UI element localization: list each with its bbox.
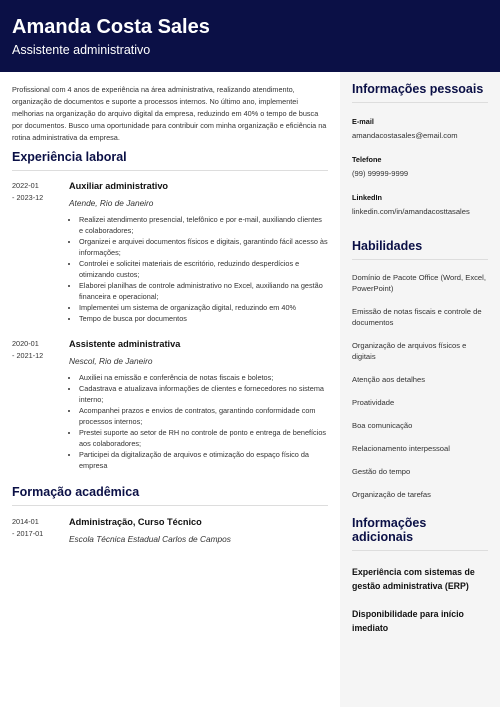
- additional-item: Experiência com sistemas de gestão administrativa (ERP): [352, 567, 475, 591]
- skill-item: Relacionamento interpessoal: [352, 444, 450, 453]
- skill-item: Atenção aos detalhes: [352, 375, 426, 384]
- date-end: - 2021-12: [12, 351, 44, 360]
- date-end: - 2017-01: [12, 529, 44, 538]
- education-date: [12, 516, 69, 545]
- list-item: • Tempo de busca por documentos: [79, 313, 328, 324]
- experience-date: [12, 180, 69, 324]
- experience-heading: Experiência laboral: [12, 150, 328, 171]
- list-item: • Controlei e solicitei materiais de escritório, reduzindo desperdícios e otimizando custos;: [79, 258, 328, 280]
- candidate-name: Amanda Costa Sales: [12, 16, 210, 38]
- education-school: Escola Técnica Estadual Carlos de Campos: [69, 534, 231, 544]
- list-item: • Prestei suporte ao setor de RH no controle de ponto e entrega de benefícios aos colaboradores;: [79, 427, 328, 449]
- skill-item: Organização de arquivos físicos e digitais: [352, 341, 467, 361]
- linkedin-label: LinkedIn: [352, 193, 382, 202]
- list-item: • Elaborei planilhas de controle administrativo no Excel, auxiliando na gestão financeira e operacional;: [79, 280, 328, 302]
- job-bullets: [69, 372, 328, 471]
- email-value: amandacostasales@email.com: [352, 131, 458, 140]
- skills-heading: Habilidades: [352, 239, 488, 260]
- resume-header: [0, 0, 500, 72]
- resume-body: [0, 72, 500, 707]
- list-item: • Auxiliei na emissão e conferência de notas fiscais e boletos;: [79, 372, 328, 383]
- experience-entry: [12, 180, 328, 324]
- education-content: [69, 516, 328, 545]
- skill-item: Emissão de notas fiscais e controle de documentos: [352, 307, 482, 327]
- education-heading: Formação acadêmica: [12, 485, 328, 506]
- main-column: [0, 72, 340, 707]
- summary-text: Profissional com 4 anos de experiência na área administrativa, realizando atendimento, organização de documentos e suporte a processos internos. No último ano, implementei melhorias na organização do arquivo digital da empresa, reduzindo em 40% o tempo de busca por documentos. Busco uma oportunidade para contribuir com minha organização e eficiência na rotina administrativa da empresa.: [12, 85, 327, 142]
- skill-item: Proatividade: [352, 398, 395, 407]
- candidate-title: Assistente administrativo: [12, 43, 151, 57]
- skill-item: Gestão do tempo: [352, 467, 411, 476]
- job-role: Assistente administrativa: [69, 339, 181, 349]
- list-item: • Realizei atendimento presencial, telefônico e por e-mail, auxiliando clientes e colaboradores;: [79, 214, 328, 236]
- list-item: • Participei da digitalização de arquivos e otimização do espaço físico da empresa: [79, 449, 328, 471]
- experience-date: [12, 338, 69, 471]
- linkedin-value: linkedin.com/in/amandacosttasales: [352, 207, 470, 216]
- list-item: • Implementei um sistema de organização digital, reduzindo em 40%: [79, 302, 328, 313]
- education-entry: [12, 516, 328, 545]
- experience-content: [69, 180, 328, 324]
- job-company: Nescol, Rio de Janeiro: [69, 356, 153, 366]
- list-item: • Cadastrava e atualizava informações de clientes e fornecedores no sistema interno;: [79, 383, 328, 405]
- experience-entry: [12, 338, 328, 471]
- personal-info-heading: Informações pessoais: [352, 82, 488, 103]
- education-degree: Administração, Curso Técnico: [69, 517, 202, 527]
- skill-item: Organização de tarefas: [352, 490, 431, 499]
- date-start: 2022-01: [12, 181, 39, 190]
- list-item: • Acompanhei prazos e envios de contratos, garantindo conformidade com processos internos;: [79, 405, 328, 427]
- job-role: Auxiliar administrativo: [69, 181, 169, 191]
- skill-item: Domínio de Pacote Office (Word, Excel, PowerPoint): [352, 273, 486, 293]
- date-start: 2020-01: [12, 339, 39, 348]
- date-end: - 2023-12: [12, 193, 44, 202]
- skill-item: Boa comunicação: [352, 421, 413, 430]
- sidebar: [340, 72, 500, 707]
- list-item: • Organizei e arquivei documentos físicos e digitais, garantindo fácil acesso às informações;: [79, 236, 328, 258]
- job-bullets: [69, 214, 328, 324]
- date-start: 2014-01: [12, 517, 39, 526]
- phone-value: (99) 99999-9999: [352, 169, 409, 178]
- additional-item: Disponibilidade para início imediato: [352, 609, 464, 633]
- job-company: Atende, Rio de Janeiro: [69, 198, 154, 208]
- experience-content: [69, 338, 328, 471]
- email-label: E-mail: [352, 117, 374, 126]
- phone-label: Telefone: [352, 155, 382, 164]
- additional-info-heading: Informações adicionais: [352, 516, 488, 551]
